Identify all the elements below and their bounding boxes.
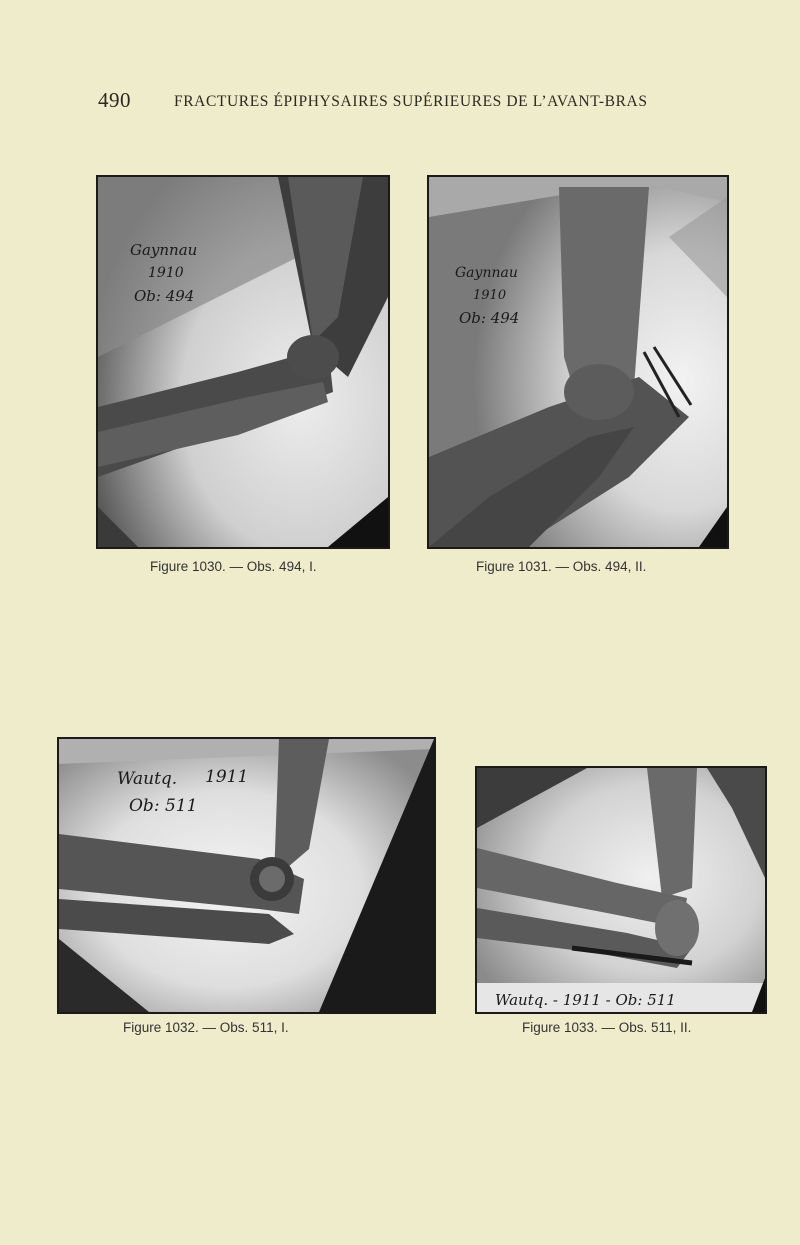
annotation-obs: Ob: 494 — [459, 309, 520, 327]
figure-caption-1031: Figure 1031. — Obs. 494, II. — [476, 559, 647, 574]
xray-image-elbow-with-pin — [477, 768, 765, 1012]
annotation-name: Gaynnau — [455, 265, 518, 281]
running-title: FRACTURES ÉPIPHYSAIRES SUPÉRIEURES DE L’AVANT-BRAS — [174, 93, 648, 110]
annotation-obs: Ob: 511 — [129, 796, 198, 816]
annotation-year: 1911 — [205, 767, 249, 787]
page-header — [98, 88, 738, 118]
xray-image-elbow-extended — [59, 739, 434, 1012]
annotation-label: Wautq. - 1911 - Ob: 511 — [495, 991, 676, 1009]
annotation-name: Wautq. — [117, 769, 178, 789]
annotation-year: 1910 — [473, 288, 507, 303]
annotation-name: Gaynnau — [130, 241, 198, 259]
xray-image-elbow-pinned — [429, 177, 727, 547]
figure-caption-1032: Figure 1032. — Obs. 511, I. — [123, 1020, 289, 1035]
xray-figure-1033 — [475, 766, 767, 1014]
xray-figure-1032 — [57, 737, 436, 1014]
xray-image-elbow-lateral — [98, 177, 388, 547]
figure-caption-1033: Figure 1033. — Obs. 511, II. — [522, 1020, 692, 1035]
annotation-obs: Ob: 494 — [134, 287, 195, 305]
xray-figure-1030 — [96, 175, 390, 549]
annotation-year: 1910 — [148, 265, 184, 281]
page-number: 490 — [98, 88, 131, 112]
xray-figure-1031 — [427, 175, 729, 549]
figure-caption-1030: Figure 1030. — Obs. 494, I. — [150, 559, 317, 574]
